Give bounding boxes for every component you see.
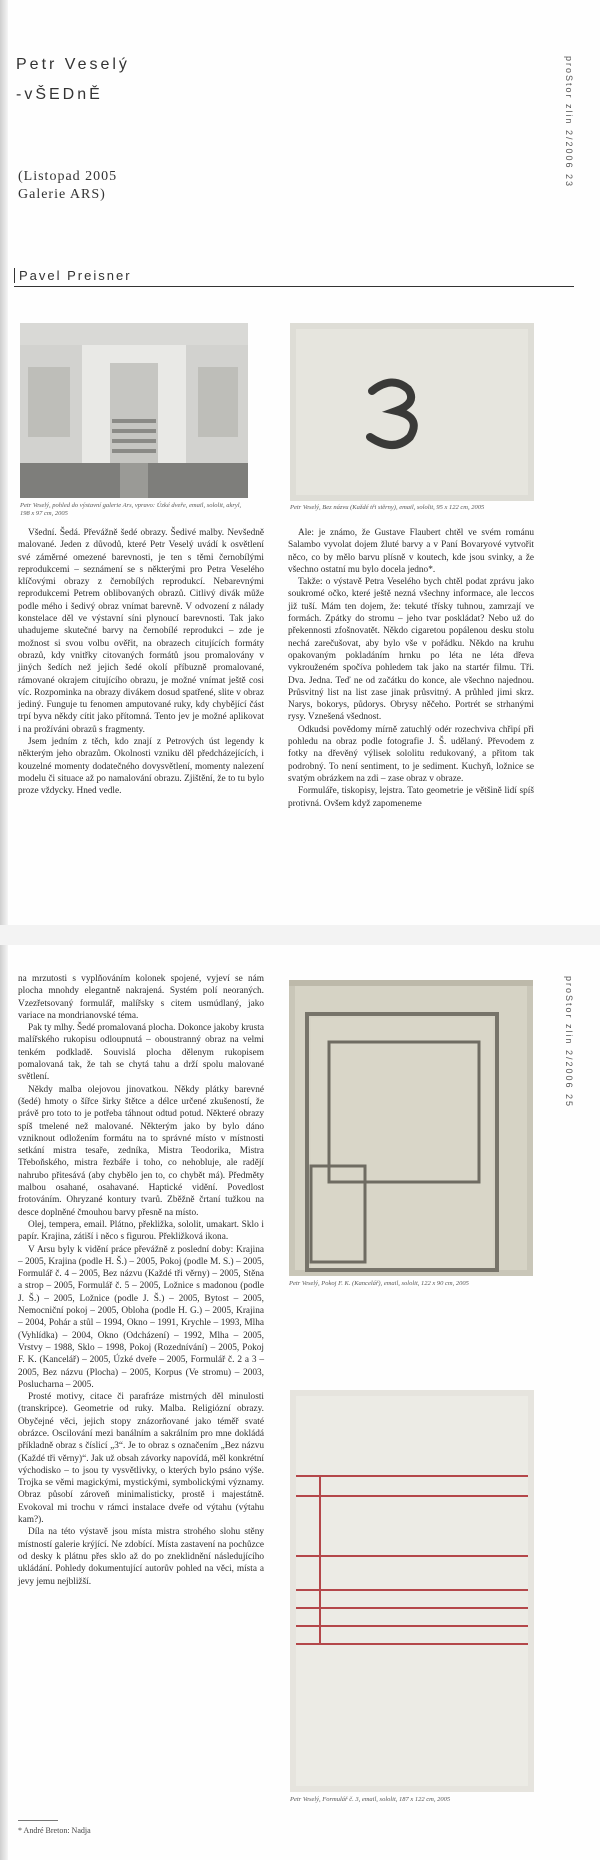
paragraph: Někdy malba olejovou jinovatkou. Někdy plátky barevné (šedé) hmoty o šířce širky štětce a délce určené zkušeností, že právě pro toto to je potřeba táhnout odtud potud. Některé obrazy spíš tmelené než malované. Některým jako by bylo dáno vzniknout odložením formátu na to správné místo v místnosti setkání mistra tesaře, zedníka, Mistra Teodorika, Mistra Třeboňského, mistra řezbáře i toho, co nehobluje, ale radějí nahrubo přitesává (aby chybělo jen to, co chybět má). Předměty malbou osahané, osahavané. Haptické vidění. Povedlost frotováním. Ohryzané kontury tvarů. Zběžně črtaní tužkou na desce doplněné čmouhou barvy přesně na místo.	[18, 1084, 264, 1218]
exhibition-venue: Galerie ARS)	[18, 187, 106, 202]
exhibition-date: (Listopad 2005	[18, 169, 118, 184]
painting-kancelar-photo	[289, 980, 533, 1276]
paragraph: Díla na této výstavě jsou místa mistra strohého slohu stěny místností galerie krýjící. Ne zdobící. Místa zastavení na pochůzce od desky k plátnu přes sklo až do po zneklidnění následujícího ukládání. Pohledy dokumentující autorův pohled na věci, místa a jevy jemu nejbližší.	[18, 1527, 264, 1587]
paragraph: Ale: je známo, že Gustave Flaubert chtěl ve svém románu Salambo vyvolat dojem žluté barvy a v Paní Bovaryové vytvořit něco, co by mělo barvu plísně v koutech, kde jsou svinky, a že všechno ostatní mu bylo docela jedno*.	[288, 528, 534, 575]
folio-page2: proStor zlin 2/2006 25	[564, 976, 574, 1109]
right-column	[288, 527, 534, 810]
continued-column	[18, 973, 264, 1588]
paragraph: Takže: o výstavě Petra Veselého bych chtěl podat zprávu jako soukromé očko, které ještě nezná všechny informace, ale leccos již tuší. Mám ten dojem, že: tekuté třísky tuhnou, zamrzají ve formách. Zpátky do stromu – jeho tvar poskládat? Nebo už do překennosti zfošnovatět. Někdo cigaretou popálenou desku stolu nechá zarečušovat, aby bylo vše v pořádku. Někdo na kruhu opakovaným pokladáním hrnku po léta ne léta dřeva vykrouženém spočíva pohledem tak jako na startér filmu. Tři. Dva. Jedna. Teď ne od začátku do konce, ale všechno najednou. Průsvitný list na list zase jinak průsvitný. A průhled jimi skrz. Narys, bokorys, půdorys. Obrysy něčeho. Portrét se strhanými rysy. Vznešená všednost.	[288, 577, 534, 723]
article-author: Pavel Preisner	[14, 268, 132, 283]
formular-caption: Petr Veselý, Formulář č. 3, email, sololit, 187 x 122 cm, 2005	[290, 1796, 451, 1803]
exhibition-meta	[18, 168, 117, 204]
footnote: * André Breton: Nadja	[18, 1826, 91, 1835]
page-subtitle: -vŠEDnĚ	[16, 86, 103, 103]
paragraph: Jsem jedním z těch, kdo znají z Petrových úst legendy k některým jeho obrazům. Okolnosti vzniku děl předcházejících, i kouzelné momenty dodatečného dovysvětlení, momenty nalezení modelu či situace až po namalování obrazu. Zjištění, že to tu bylo proze vždycky. Hned vedle.	[18, 737, 264, 797]
kancelar-caption: Petr Veselý, Pokoj F. K. (Kancelář), email, sololit, 122 x 90 cm, 2005	[289, 1280, 469, 1287]
paragraph: V Arsu byly k vidění práce převážně z poslední doby: Krajina – 2005, Krajina (podle H. Š.) – 2005, Pokoj (podle M. S.) – 2005, Formulář č. 4 – 2005, Bez názvu (Každé tři věrny) – 2005, Stěna a strop – 2005, Formulář č. 5 – 2005, Ložnice s madonou (podle J. Š.) – 2005, Ložnice (podle J. Š.) – 2005, Bytost – 2005, Nemocniční pokoj – 2005, Obloha (podle H. G.) – 2005, Krajina – 2004, Pohár a stůl – 1994, Okno – 1991, Krychle – 1993, Mlha (Vyhlídka) – 2004, Okno (Odcházení) – 1992, Mlha – 2005, Vrstvy – 1988, Sklo – 1998, Pokoj (Rozednívání) – 2005, Pokoj F. K. (Kancelář) – 2005, Úzké dveře – 2005, Formulář č. 2 a 3 – 2005, Bez názvu (Plocha) – 2005, Korpus (Ve stromu) – 2003, Poslucharna – 2005.	[18, 1244, 264, 1390]
paragraph: Formuláře, tiskopisy, lejstra. Tato geometrie je většině lidí spíš protivná. Ovšem když zapomeneme	[288, 786, 534, 809]
folio-page1: proStor zlin 2/2006 23	[564, 56, 574, 189]
author-rule	[14, 286, 574, 287]
paragraph: Prosté motivy, citace či parafráze mistrných děl minulosti (transkripce). Geometrie od ruky. Malba. Religiózní obrazy. Obyčejné věci, jejich stopy znázorňované jako téměř svaté obrázce. Oscilování mezi banálním a sakrálním pro mne dokládá příkladně obraz s číslicí „3“. Je to obraz s označením „Bez názvu (Každé tři věrny)“. Jak už obsah závorky napovídá, měl konkrétní východisko – to jsou ty vysvětlivky, o kterých bylo psáno výše. Trojka se věmi magickými, mystickými, symbolickými významy. Obraz působí zároveň minimalisticky, prostě i majestátně. Evokoval mi trochu v rámci instalace dveře od výtahu (výtahu kam?).	[18, 1392, 264, 1526]
footnote-rule	[18, 1820, 58, 1821]
paragraph: Olej, tempera, email. Plátno, překližka, sololit, umakart. Sklo i papír. Krajina, zátiší i něco s figurou. Překližková ikona.	[18, 1219, 264, 1243]
gallery-photo	[20, 323, 248, 498]
paragraph: Všední. Šedá. Převážně šedé obrazy. Šedivé malby. Nevšedně malované. Jeden z důvodů, které Petr Veselý uvádí k osvětlení své záměrné omezené barevnosti, je ten s těmi černobílými reprodukcemi – seznámení se s některými pro Petra Veselého klíčovými obrazy z černobílých reprodukcí. Nebarevnými reprodukcemi Petrem oblibovaných obrazů. Citlivý divák může podle mého i šedivý obraz vnímat barevně. V odvození z nálady konstelace děl ve výstavní síni plynoucí barevnosti. Tak jako uhadujeme skutečné barvy na černobílé reprodukci – zde je možnost si svou volbu ověřit, na obrazech citujících formáty obrazů, kdy vnitřky citovaných formátů jsou promalovány v jiných šedích než jejich šedé okolí příbuzně promalované, rámované okrajem citujícího obrazu, je možné vnímat ještě cosi víc. Rozpominka na obrazy divákem dosud spatřené, slite v obraz jediný. Funguje tu fenomen amputované ruky, kdy chybějící část trpí byva někdy cítit jako přítomná. Tento jev je možné aplikovat i na prožíváni obrazů s fragmenty.	[18, 528, 264, 735]
page-gap	[0, 925, 600, 945]
page-title: Petr Veselý	[16, 56, 130, 73]
painting-formular-photo	[290, 1390, 534, 1792]
painting-three-photo	[290, 323, 534, 501]
painting-three-caption: Petr Veselý, Bez názvu (Každé tři stěrny), email, sololit, 95 x 122 cm, 2005	[290, 504, 485, 511]
left-column	[18, 527, 264, 798]
paragraph: na mrzutosti s vyplňováním kolonek spojené, vyjeví se nám plocha mnohdy elegantně nakrajená. Systém polí neoraných. Vzezřetsovaný formulář, malířsky s citem usmúdlaný, jako variace na mondrianovské téma.	[18, 974, 264, 1021]
gallery-caption: Petr Veselý, pohled do výstavní galerie Ars, vpravo: Úzké dveře, email, sololit, akryl, 198 x 97 cm, 2005	[20, 502, 242, 517]
paragraph: Pak ty mlhy. Šedé promalovaná plocha. Dokonce jakoby krusta malířského rukopisu odloupnutá – oboustranný obraz na velmi tenkém podkladě. Souvislá plocha dělenym rukopisem pomalovaná tak, že tah se chytá tahu a drží spolu malované světlení.	[18, 1023, 264, 1083]
paragraph: Odkudsi povědomy mírně zatuchlý odér rozechviva chřipí při pohledu na obraz podle fotografie J. Š. udělaný. Převodem z fotky na dřevěný výlisek sololitu redukovaný, a přitom tak podrobný. To není sentiment, to je sediment. Kuchyň, ložnice se svatým obrázkem na zdi – zase obraz v obraze.	[288, 724, 534, 784]
